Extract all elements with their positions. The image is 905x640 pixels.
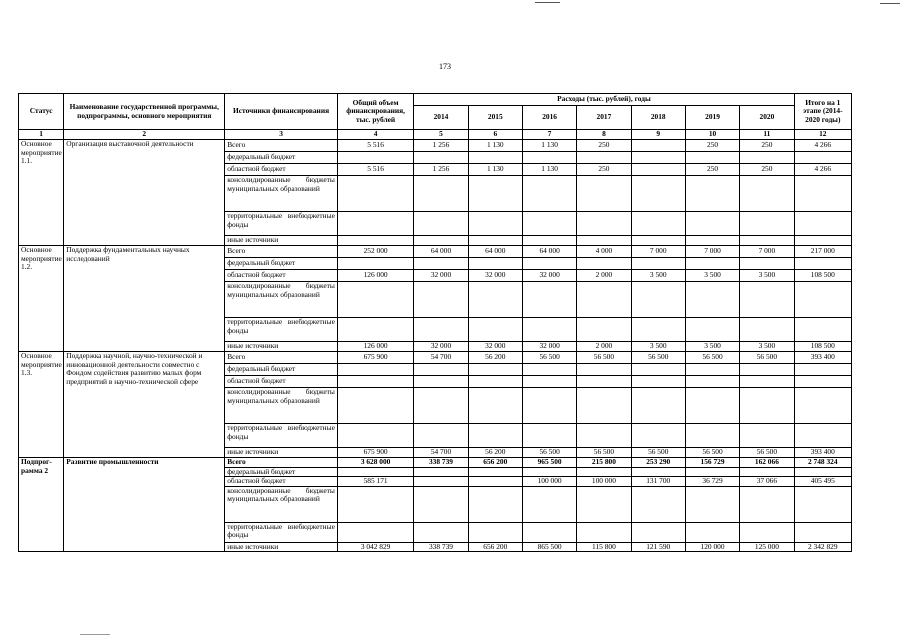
source-label: консолидированные бюджеты муниципальных образований xyxy=(225,176,338,212)
source-label: территориальные внебюджетные фонды xyxy=(225,212,338,236)
year-value xyxy=(522,376,576,388)
total-value: 675 900 xyxy=(337,448,413,458)
source-label: Всего xyxy=(225,140,338,152)
year-value xyxy=(685,376,739,388)
total-value: 126 000 xyxy=(337,342,413,352)
stage-total-value: 405 495 xyxy=(794,477,851,487)
column-number: 6 xyxy=(468,130,522,140)
year-value xyxy=(740,212,794,236)
stage-total-value xyxy=(794,318,851,342)
page-number: 173 xyxy=(439,62,451,71)
column-number: 1 xyxy=(19,130,64,140)
year-value: 656 200 xyxy=(468,458,522,468)
total-value xyxy=(337,486,413,522)
source-label: иные источники xyxy=(225,236,338,246)
column-number: 11 xyxy=(740,130,794,140)
row-status: Основное мероприятие 1.3. xyxy=(19,352,64,458)
year-value xyxy=(414,424,468,448)
year-value xyxy=(577,282,631,318)
year-value xyxy=(522,467,576,477)
year-value xyxy=(685,236,739,246)
section-measure-1-2-row xyxy=(19,246,852,258)
header-year: 2019 xyxy=(685,106,739,130)
year-value xyxy=(685,176,739,212)
year-value xyxy=(414,364,468,376)
year-value xyxy=(468,522,522,542)
year-value xyxy=(740,236,794,246)
year-value: 56 500 xyxy=(577,448,631,458)
year-value xyxy=(414,522,468,542)
source-label: федеральный бюджет xyxy=(225,152,338,164)
year-value xyxy=(414,376,468,388)
year-value xyxy=(468,376,522,388)
year-value xyxy=(522,212,576,236)
year-value: 64 000 xyxy=(522,246,576,258)
year-value: 56 500 xyxy=(522,448,576,458)
total-value xyxy=(337,522,413,542)
year-value: 7 000 xyxy=(685,246,739,258)
year-value xyxy=(685,258,739,270)
stage-total-value xyxy=(794,424,851,448)
year-value xyxy=(631,152,685,164)
year-value xyxy=(685,212,739,236)
year-value: 215 800 xyxy=(577,458,631,468)
year-value: 120 000 xyxy=(685,542,739,552)
column-number: 4 xyxy=(337,130,413,140)
year-value: 865 500 xyxy=(522,542,576,552)
year-value xyxy=(522,486,576,522)
year-value xyxy=(522,364,576,376)
year-value: 4 000 xyxy=(577,246,631,258)
total-value xyxy=(337,236,413,246)
year-value xyxy=(577,152,631,164)
stage-total-value: 393 400 xyxy=(794,352,851,364)
stage-total-value: 4 266 xyxy=(794,140,851,152)
source-label: федеральный бюджет xyxy=(225,467,338,477)
year-value xyxy=(685,467,739,477)
year-value xyxy=(740,176,794,212)
total-value: 5 516 xyxy=(337,164,413,176)
year-value: 56 500 xyxy=(522,352,576,364)
year-value: 1 130 xyxy=(522,164,576,176)
year-value: 131 700 xyxy=(631,477,685,487)
year-value xyxy=(685,486,739,522)
year-value xyxy=(631,140,685,152)
year-value xyxy=(740,376,794,388)
year-value xyxy=(631,318,685,342)
year-value: 56 200 xyxy=(468,448,522,458)
year-value xyxy=(740,467,794,477)
year-value xyxy=(577,318,631,342)
year-value xyxy=(685,364,739,376)
year-value: 7 000 xyxy=(631,246,685,258)
year-value xyxy=(468,258,522,270)
year-value: 3 500 xyxy=(631,342,685,352)
scan-artifact-line xyxy=(535,2,560,3)
source-label: Всего xyxy=(225,352,338,364)
year-value xyxy=(631,164,685,176)
year-value xyxy=(740,424,794,448)
year-value xyxy=(468,388,522,424)
year-value xyxy=(522,152,576,164)
year-value xyxy=(740,318,794,342)
year-value xyxy=(740,522,794,542)
source-label: областной бюджет xyxy=(225,376,338,388)
stage-total-value xyxy=(794,212,851,236)
total-value xyxy=(337,388,413,424)
total-value xyxy=(337,424,413,448)
year-value xyxy=(522,236,576,246)
stage-total-value xyxy=(794,258,851,270)
total-value: 126 000 xyxy=(337,270,413,282)
source-label: иные источники xyxy=(225,342,338,352)
total-value xyxy=(337,212,413,236)
header-year: 2014 xyxy=(414,106,468,130)
year-value xyxy=(577,388,631,424)
year-value xyxy=(468,467,522,477)
stage-total-value xyxy=(794,486,851,522)
year-value: 54 700 xyxy=(414,352,468,364)
row-name: Поддержка фундаментальных научных исследований xyxy=(64,246,225,352)
stage-total-value: 4 266 xyxy=(794,164,851,176)
year-value: 32 000 xyxy=(522,270,576,282)
total-value xyxy=(337,467,413,477)
year-value: 3 500 xyxy=(740,342,794,352)
year-value xyxy=(631,467,685,477)
year-value: 3 500 xyxy=(685,342,739,352)
source-label: Всего xyxy=(225,246,338,258)
year-value xyxy=(414,152,468,164)
year-value xyxy=(522,282,576,318)
row-status: Основное мероприятие 1.1. xyxy=(19,140,64,246)
stage-total-value xyxy=(794,467,851,477)
year-value: 56 500 xyxy=(577,352,631,364)
year-value xyxy=(414,282,468,318)
scan-artifact-line xyxy=(80,634,110,635)
header-total: Общий объем финансирования, тыс. рублей xyxy=(337,94,413,130)
year-value: 250 xyxy=(740,140,794,152)
year-value xyxy=(522,176,576,212)
section-measure-1-3-row xyxy=(19,352,852,364)
stage-total-value xyxy=(794,388,851,424)
year-value: 56 500 xyxy=(740,352,794,364)
year-value xyxy=(468,424,522,448)
year-value: 125 000 xyxy=(740,542,794,552)
total-value xyxy=(337,152,413,164)
year-value xyxy=(740,282,794,318)
year-value xyxy=(631,282,685,318)
stage-total-value xyxy=(794,376,851,388)
year-value xyxy=(740,258,794,270)
column-number: 3 xyxy=(225,130,338,140)
year-value xyxy=(468,282,522,318)
source-label: территориальные внебюджетные фонды xyxy=(225,424,338,448)
source-label: иные источники xyxy=(225,542,338,552)
year-value xyxy=(631,486,685,522)
year-value: 1 130 xyxy=(522,140,576,152)
year-value: 32 000 xyxy=(522,342,576,352)
total-value: 675 900 xyxy=(337,352,413,364)
year-value xyxy=(577,364,631,376)
year-value xyxy=(522,258,576,270)
stage-total-value xyxy=(794,152,851,164)
header-year: 2018 xyxy=(631,106,685,130)
year-value: 56 500 xyxy=(685,352,739,364)
header-year: 2017 xyxy=(577,106,631,130)
year-value xyxy=(631,388,685,424)
year-value xyxy=(468,486,522,522)
year-value xyxy=(631,176,685,212)
year-value xyxy=(577,376,631,388)
table-body xyxy=(19,140,852,552)
year-value xyxy=(685,424,739,448)
year-value xyxy=(631,258,685,270)
stage-total-value xyxy=(794,176,851,212)
source-label: федеральный бюджет xyxy=(225,258,338,270)
year-value xyxy=(577,522,631,542)
year-value: 64 000 xyxy=(468,246,522,258)
total-value xyxy=(337,318,413,342)
year-value: 250 xyxy=(740,164,794,176)
source-label: иные источники xyxy=(225,448,338,458)
stage-total-value xyxy=(794,364,851,376)
year-value xyxy=(414,486,468,522)
year-value xyxy=(414,236,468,246)
year-value xyxy=(468,318,522,342)
source-label: федеральный бюджет xyxy=(225,364,338,376)
year-value: 1 256 xyxy=(414,140,468,152)
year-value: 338 739 xyxy=(414,542,468,552)
year-value xyxy=(577,236,631,246)
year-value: 250 xyxy=(685,140,739,152)
year-value: 156 729 xyxy=(685,458,739,468)
year-value xyxy=(577,258,631,270)
year-value: 3 500 xyxy=(631,270,685,282)
total-value xyxy=(337,176,413,212)
year-value xyxy=(577,486,631,522)
stage-total-value xyxy=(794,282,851,318)
stage-total-value: 393 400 xyxy=(794,448,851,458)
year-value: 1 130 xyxy=(468,140,522,152)
stage-total-value xyxy=(794,522,851,542)
year-value xyxy=(631,522,685,542)
source-label: территориальные внебюджетные фонды xyxy=(225,522,338,542)
section-subprogram-2-row xyxy=(19,458,852,468)
year-value: 32 000 xyxy=(468,342,522,352)
total-value xyxy=(337,376,413,388)
year-value: 7 000 xyxy=(740,246,794,258)
stage-total-value: 108 500 xyxy=(794,270,851,282)
source-label: территориальные внебюджетные фонды xyxy=(225,318,338,342)
year-value xyxy=(631,212,685,236)
year-value: 56 200 xyxy=(468,352,522,364)
total-value: 5 516 xyxy=(337,140,413,152)
year-value xyxy=(577,424,631,448)
column-number: 7 xyxy=(522,130,576,140)
year-value xyxy=(740,364,794,376)
budget-table xyxy=(18,93,852,552)
year-value xyxy=(468,364,522,376)
header-name: Наименование государственной программы, подпрограммы, основного мероприятия xyxy=(64,94,225,130)
year-value: 56 500 xyxy=(631,448,685,458)
year-value: 100 000 xyxy=(522,477,576,487)
year-value: 100 000 xyxy=(577,477,631,487)
year-value xyxy=(577,467,631,477)
source-label: областной бюджет xyxy=(225,477,338,487)
year-value xyxy=(468,477,522,487)
column-number: 2 xyxy=(64,130,225,140)
year-value xyxy=(577,212,631,236)
row-name: Поддержка научной, научно-технической и инновационной деятельности совместно с Фондом содействия развитию малых форм предприятий в научно-технической сфере xyxy=(64,352,225,458)
column-number: 5 xyxy=(414,130,468,140)
row-status: Подпрог-рамма 2 xyxy=(19,458,64,552)
year-value: 253 290 xyxy=(631,458,685,468)
year-value: 1 256 xyxy=(414,164,468,176)
header-year: 2015 xyxy=(468,106,522,130)
year-value xyxy=(522,318,576,342)
year-value xyxy=(631,424,685,448)
section-measure-1-1-row xyxy=(19,140,852,152)
header-expenses: Расходы (тыс. рублей), годы xyxy=(414,94,794,106)
row-name: Организация выставочной деятельности xyxy=(64,140,225,246)
year-value: 56 500 xyxy=(740,448,794,458)
source-label: консолидированные бюджеты муниципальных образований xyxy=(225,388,338,424)
year-value: 56 500 xyxy=(631,352,685,364)
year-value xyxy=(685,152,739,164)
source-label: областной бюджет xyxy=(225,270,338,282)
source-label: консолидированные бюджеты муниципальных образований xyxy=(225,486,338,522)
year-value xyxy=(468,212,522,236)
total-value: 3 042 829 xyxy=(337,542,413,552)
year-value: 64 000 xyxy=(414,246,468,258)
year-value: 250 xyxy=(577,164,631,176)
year-value xyxy=(414,388,468,424)
year-value xyxy=(740,388,794,424)
year-value xyxy=(414,258,468,270)
year-value xyxy=(631,376,685,388)
year-value: 115 800 xyxy=(577,542,631,552)
stage-total-value xyxy=(794,236,851,246)
year-value xyxy=(522,424,576,448)
stage-total-value: 2 748 324 xyxy=(794,458,851,468)
source-label: областной бюджет xyxy=(225,164,338,176)
year-value xyxy=(522,522,576,542)
year-value xyxy=(414,467,468,477)
year-value: 32 000 xyxy=(414,342,468,352)
year-value: 32 000 xyxy=(468,270,522,282)
year-value: 250 xyxy=(685,164,739,176)
stage-total-value: 2 342 829 xyxy=(794,542,851,552)
year-value: 56 500 xyxy=(685,448,739,458)
header-status: Статус xyxy=(19,94,64,130)
year-value xyxy=(468,236,522,246)
year-value: 656 200 xyxy=(468,542,522,552)
header-year: 2016 xyxy=(522,106,576,130)
column-number: 12 xyxy=(794,130,851,140)
year-value: 121 590 xyxy=(631,542,685,552)
year-value xyxy=(685,522,739,542)
year-value: 3 500 xyxy=(685,270,739,282)
total-value: 585 171 xyxy=(337,477,413,487)
year-value xyxy=(414,477,468,487)
total-value: 3 628 000 xyxy=(337,458,413,468)
year-value xyxy=(522,388,576,424)
year-value: 36 729 xyxy=(685,477,739,487)
scan-artifact-line xyxy=(880,3,900,4)
header-year: 2020 xyxy=(740,106,794,130)
row-name: Развитие промышленности xyxy=(64,458,225,552)
total-value xyxy=(337,282,413,318)
stage-total-value: 217 000 xyxy=(794,246,851,258)
header-sources: Источники финансирования xyxy=(225,94,338,130)
column-numbers-row xyxy=(19,130,852,140)
year-value xyxy=(414,176,468,212)
year-value xyxy=(414,212,468,236)
source-label: Всего xyxy=(225,458,338,468)
year-value: 162 066 xyxy=(740,458,794,468)
year-value: 32 000 xyxy=(414,270,468,282)
year-value: 1 130 xyxy=(468,164,522,176)
year-value: 965 500 xyxy=(522,458,576,468)
year-value xyxy=(577,176,631,212)
year-value: 250 xyxy=(577,140,631,152)
header-stage-total: Итого на 1 этапе (2014-2020 годы) xyxy=(794,94,851,130)
row-status: Основное мероприятие 1.2. xyxy=(19,246,64,352)
year-value xyxy=(740,486,794,522)
year-value xyxy=(468,152,522,164)
year-value xyxy=(685,318,739,342)
total-value: 252 000 xyxy=(337,246,413,258)
total-value xyxy=(337,258,413,270)
stage-total-value: 108 500 xyxy=(794,342,851,352)
column-number: 9 xyxy=(631,130,685,140)
total-value xyxy=(337,364,413,376)
year-value xyxy=(740,152,794,164)
column-number: 10 xyxy=(685,130,739,140)
year-value: 2 000 xyxy=(577,342,631,352)
source-label: консолидированные бюджеты муниципальных образований xyxy=(225,282,338,318)
year-value: 3 500 xyxy=(740,270,794,282)
year-value xyxy=(685,282,739,318)
year-value xyxy=(685,388,739,424)
year-value xyxy=(414,318,468,342)
column-number: 8 xyxy=(577,130,631,140)
year-value xyxy=(468,176,522,212)
year-value: 2 000 xyxy=(577,270,631,282)
year-value xyxy=(631,364,685,376)
year-value: 37 066 xyxy=(740,477,794,487)
year-value: 338 739 xyxy=(414,458,468,468)
year-value xyxy=(631,236,685,246)
year-value: 54 700 xyxy=(414,448,468,458)
